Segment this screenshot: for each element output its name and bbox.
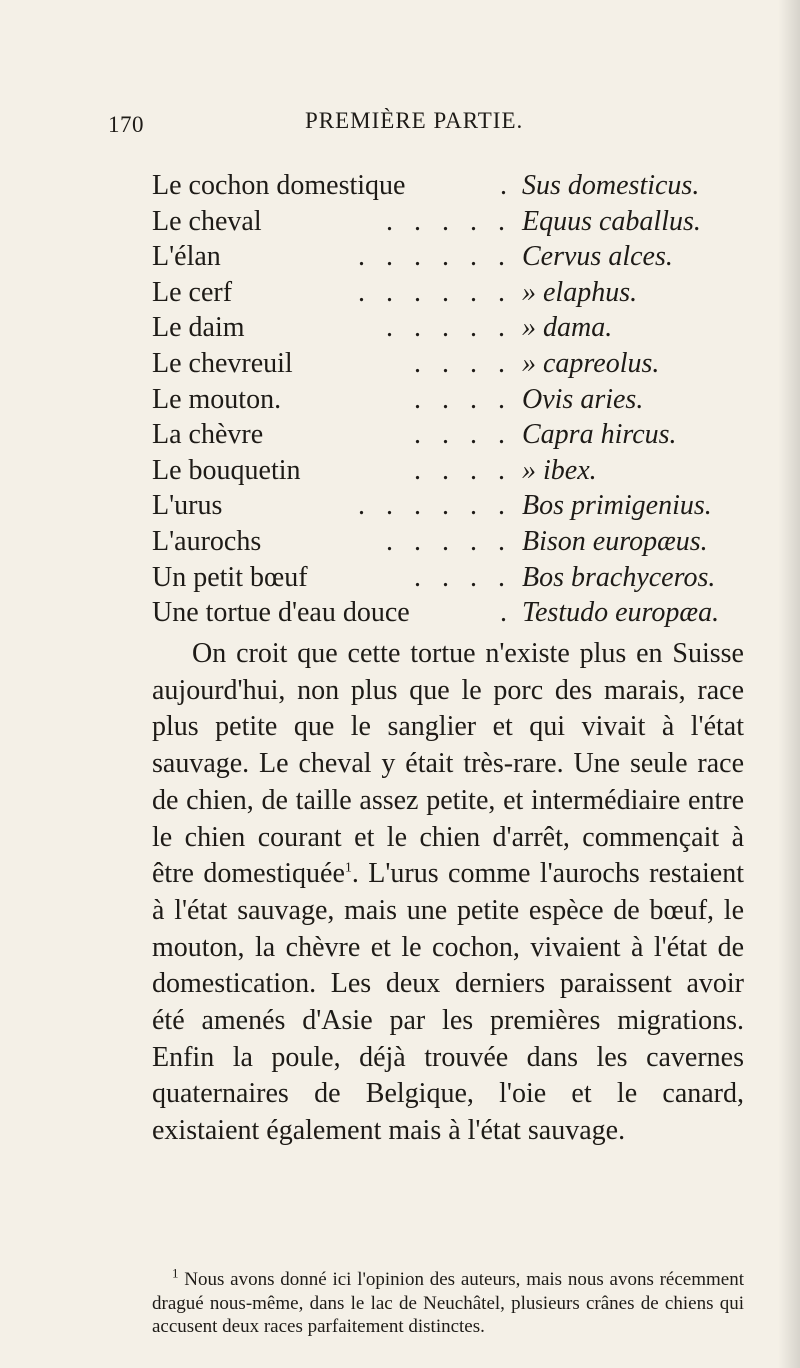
leader-dots: . . . . . .	[358, 490, 512, 522]
species-row	[152, 168, 772, 204]
body-paragraph	[152, 636, 744, 1150]
latin-name: Testudo europæa.	[522, 597, 720, 629]
latin-name: Bison europæus.	[522, 525, 708, 557]
leader-dots: . . . . .	[386, 525, 512, 557]
footnote-text: Nous avons donné ici l'opinion des auteurs, mais nous avons récemment dragué nous-même, dans le lac de Neuchâtel, plusieurs crânes de chiens qui accusent deux races parfaitement distinctes.	[152, 1269, 744, 1337]
latin-name: Cervus alces.	[522, 241, 673, 273]
latin-name: Bos primigenius.	[522, 490, 712, 522]
footnote-mark: 1	[172, 1265, 179, 1281]
common-name: Le cochon domestique	[152, 170, 406, 201]
latin-name: Equus caballus.	[522, 205, 701, 237]
leader-dots: . . . .	[414, 383, 512, 415]
latin-name: Bos brachyceros.	[522, 561, 716, 593]
footnote-paragraph	[152, 1265, 744, 1339]
species-row	[152, 346, 772, 382]
latin-name: Sus domesticus.	[522, 170, 700, 201]
species-row	[152, 560, 772, 596]
common-name: L'aurochs	[152, 525, 262, 557]
common-name: L'urus	[152, 490, 223, 522]
leader-dots: . . . .	[414, 347, 512, 379]
page-header	[0, 100, 800, 150]
leader-dots: . . . .	[414, 561, 512, 593]
common-name: Le mouton.	[152, 383, 282, 415]
leader-dots: .	[500, 170, 507, 201]
leader-dots: . . . . .	[386, 312, 512, 344]
species-row	[152, 239, 772, 275]
leader-dots: . . . . .	[386, 205, 512, 237]
common-name: Le daim	[152, 312, 245, 344]
species-list	[152, 168, 772, 631]
species-row	[152, 382, 772, 418]
latin-name: » capreolus.	[522, 347, 660, 379]
footnote-reference: 1	[344, 860, 352, 876]
page-number: 170	[108, 112, 144, 137]
leader-dots: . . . . . .	[358, 241, 512, 273]
species-row	[152, 453, 772, 489]
footnote	[152, 1265, 744, 1339]
latin-name: Capra hircus.	[522, 419, 677, 451]
species-row	[152, 204, 772, 240]
latin-name: » elaphus.	[522, 276, 638, 308]
common-name: L'élan	[152, 241, 221, 273]
common-name: Le cheval	[152, 205, 262, 237]
species-row	[152, 524, 772, 560]
common-name: Une tortue d'eau douce	[152, 597, 410, 629]
species-row	[152, 417, 772, 453]
latin-name: » ibex.	[522, 454, 597, 486]
leader-dots: . . . .	[414, 419, 512, 451]
running-head: PREMIÈRE PARTIE.	[305, 108, 524, 133]
latin-name: » dama.	[522, 312, 613, 344]
leader-dots: .	[500, 597, 507, 629]
body-text-part-2: . L'urus comme l'aurochs restaient à l'état sauvage, mais une petite espèce de bœuf, le mouton, la chèvre et le cochon, vivaient à l'état de domestication. Les deux derniers paraissent avoir été amenés d'Asie par les premières migrations. Enfin la poule, déjà trouvée dans les cavernes quaternaires de Belgique, l'oie et le canard, existaient également mais à l'état sauvage.	[152, 858, 744, 1147]
species-row	[152, 310, 772, 346]
common-name: Le bouquetin	[152, 454, 301, 486]
common-name: Le cerf	[152, 276, 233, 308]
leader-dots: . . . .	[414, 454, 512, 486]
common-name: Le chevreuil	[152, 347, 293, 379]
page-edge-shadow	[778, 0, 800, 1368]
species-row	[152, 275, 772, 311]
species-row	[152, 488, 772, 524]
common-name: La chèvre	[152, 419, 264, 451]
paragraph	[152, 636, 744, 1150]
species-row	[152, 595, 772, 631]
leader-dots: . . . . . .	[358, 276, 512, 308]
common-name: Un petit bœuf	[152, 561, 308, 593]
body-text-part-1: On croit que cette tortue n'existe plus en Suisse aujourd'hui, non plus que le porc des marais, race plus petite que le sanglier et qui vivait à l'état sauvage. Le cheval y était très-rare. Une seule race de chien, de taille assez petite, et intermédiaire entre le chien courant et le chien d'arrêt, commençait à être domestiquée	[152, 638, 744, 890]
latin-name: Ovis aries.	[522, 383, 644, 415]
